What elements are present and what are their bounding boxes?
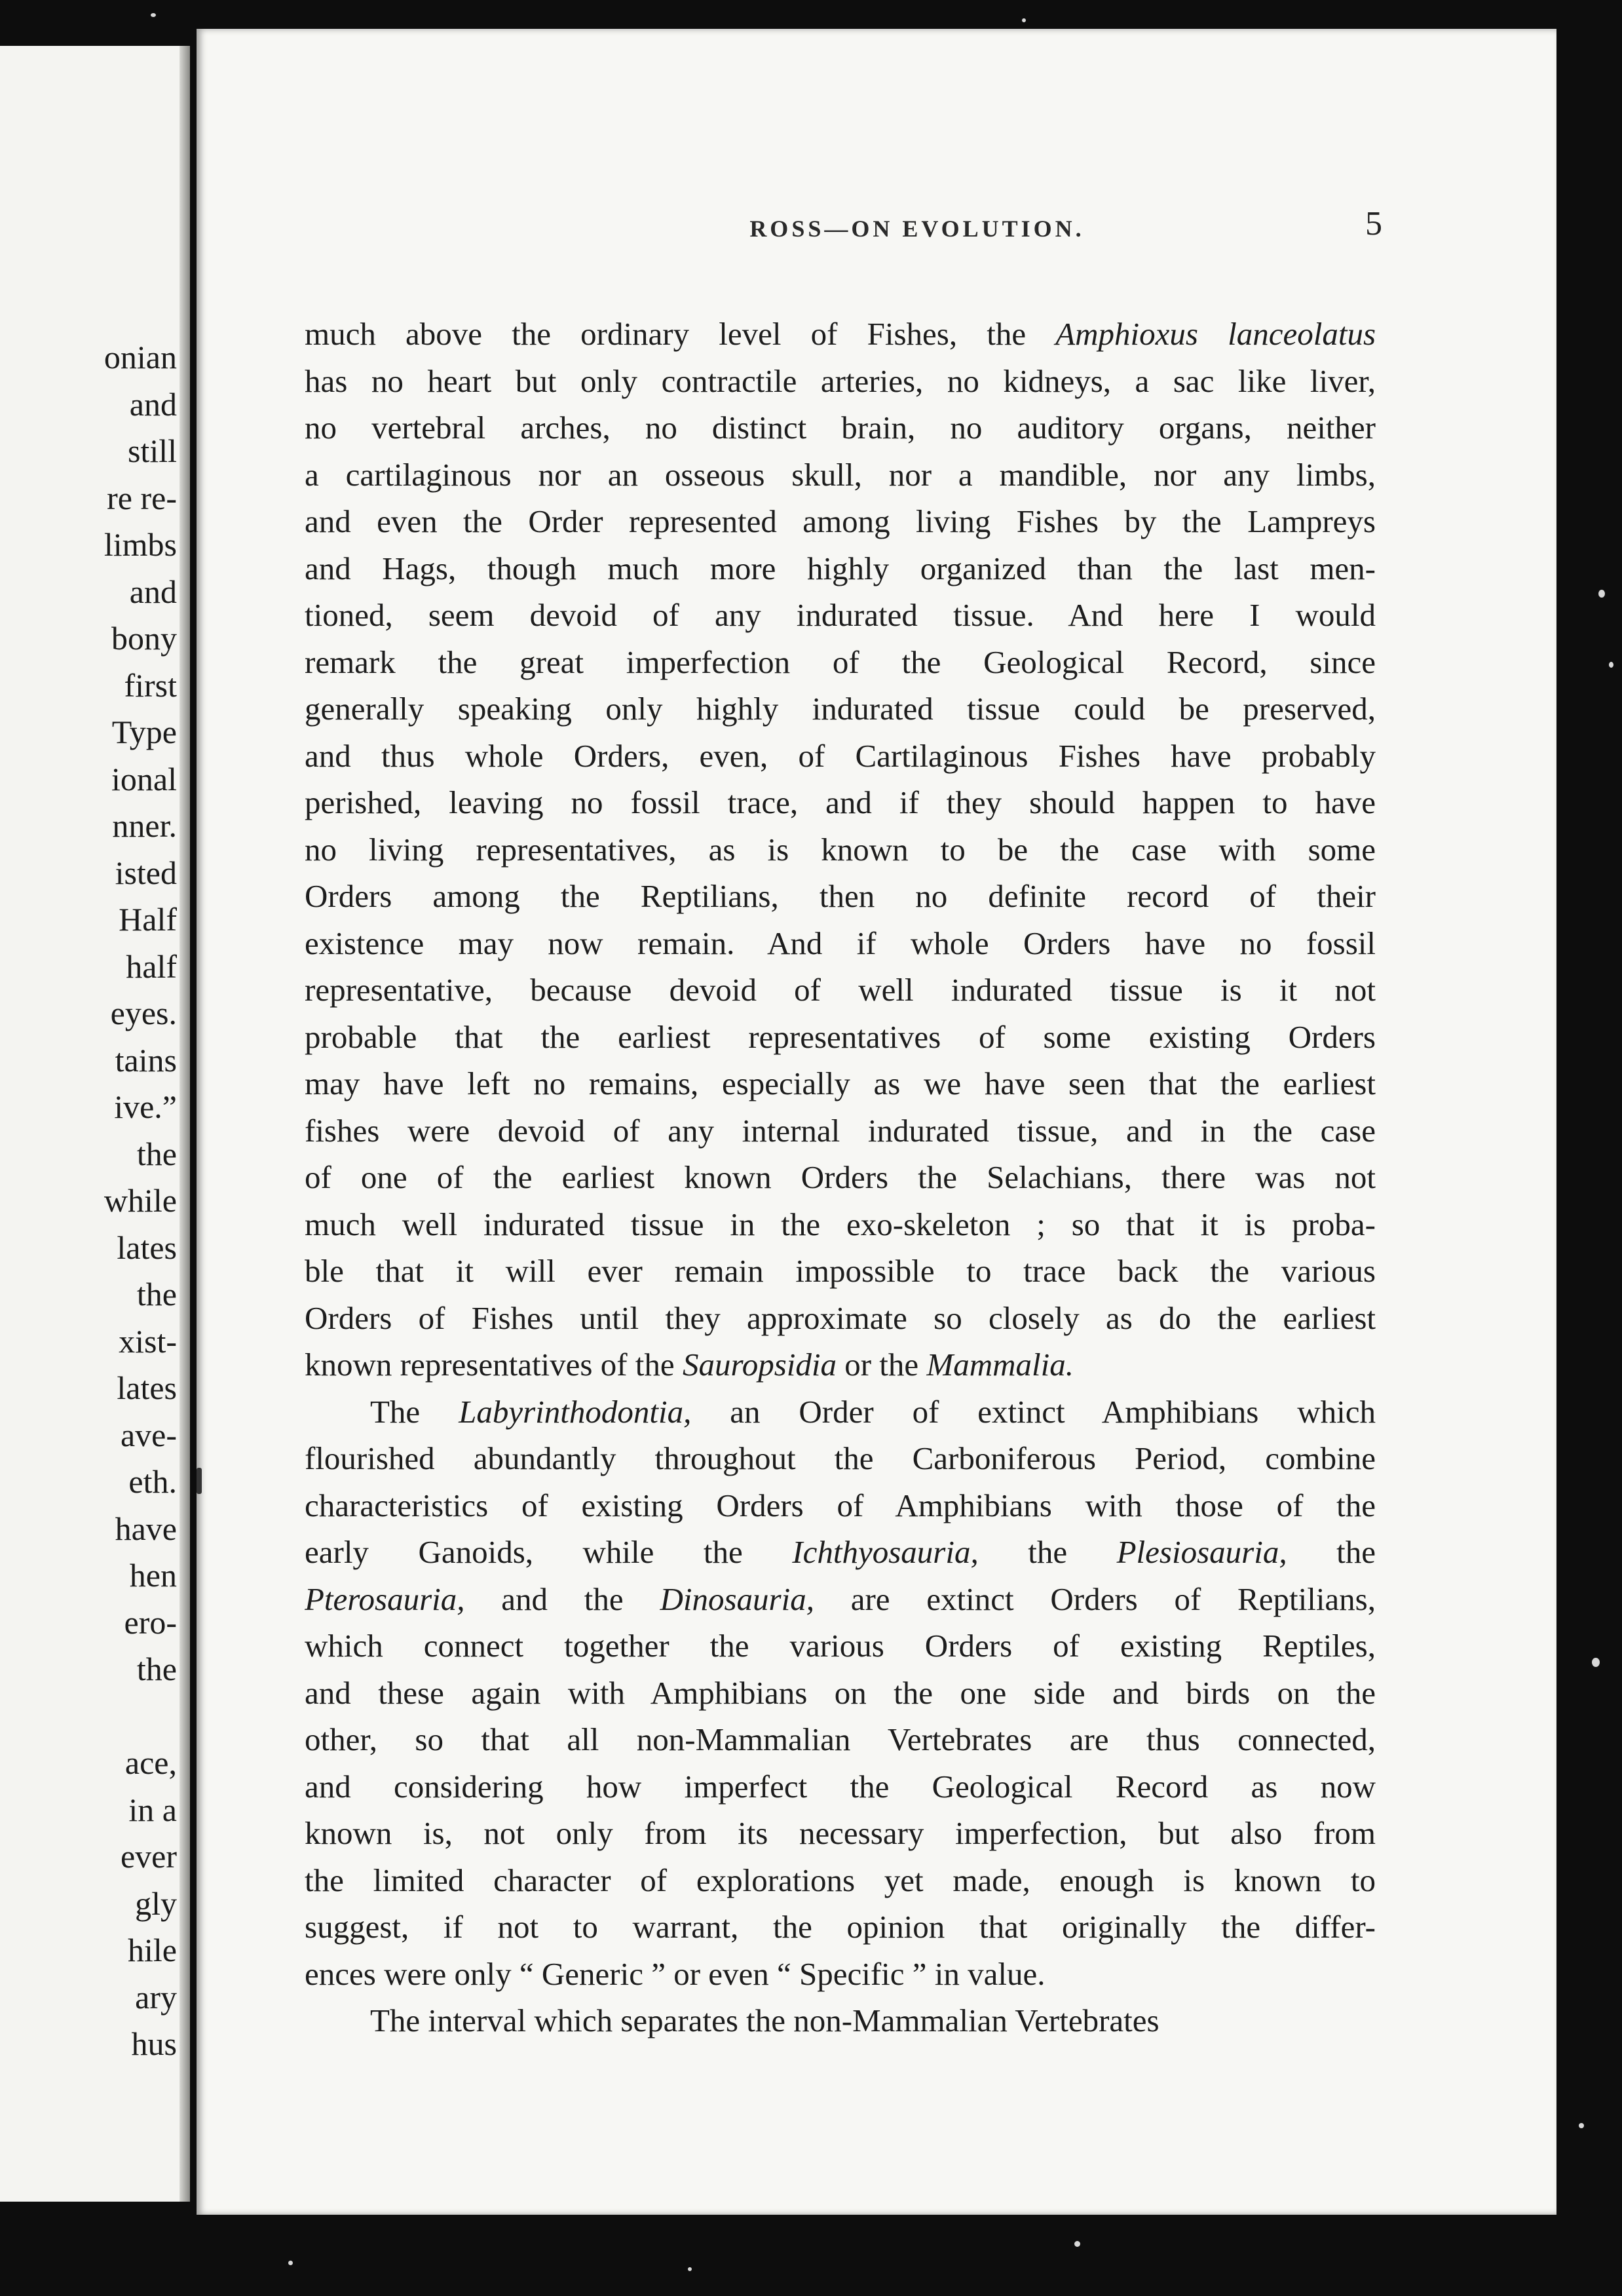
text-line — [305, 826, 1376, 873]
text-run: has no heart but only contractile arteries, no kidneys, a sac like liver, — [305, 362, 1376, 399]
right-page — [197, 29, 1556, 2215]
left-page-line: ace, — [124, 1744, 177, 1781]
text-run: no living representatives, as is known to be the case with some — [305, 831, 1376, 868]
left-page-line: and — [129, 385, 177, 423]
text-run: perished, leaving no fossil trace, and if they should happen to have — [305, 784, 1376, 820]
text-run: probable that the earliest representatives of some existing Orders — [305, 1018, 1376, 1055]
text-line — [305, 1435, 1376, 1482]
text-run: suggest, if not to warrant, the opinion that originally the differ- — [305, 1909, 1376, 1945]
text-line — [305, 1670, 1376, 1717]
text-line — [305, 1295, 1376, 1342]
text-line — [305, 966, 1376, 1014]
left-page-line: hus — [131, 2025, 177, 2062]
text-run: the — [978, 1534, 1117, 1570]
running-head: ROSS—ON EVOLUTION. — [749, 216, 1085, 242]
left-page-line: in a — [128, 1791, 177, 1828]
text-line — [305, 592, 1376, 639]
book-gutter — [179, 46, 190, 2202]
text-run: and even the Order represented among living Fishes by the Lampreys — [305, 503, 1376, 539]
text-run: Orders among the Reptilians, then no definite record of their — [305, 878, 1376, 914]
text-line — [305, 733, 1376, 780]
text-line — [305, 451, 1376, 499]
left-page-line: onian — [104, 339, 177, 375]
text-line — [305, 1201, 1376, 1248]
text-line — [305, 1716, 1376, 1763]
text-run: The interval which separates the non-Mammalian Vertebrates — [370, 2002, 1160, 2038]
scan-speck — [1579, 2123, 1584, 2128]
text-line — [305, 1622, 1376, 1670]
left-page-line: lates — [117, 1229, 177, 1266]
text-line — [305, 1997, 1376, 2044]
scan-speck — [1609, 662, 1613, 668]
italic-term: Labyrinthodontia, — [459, 1393, 692, 1430]
left-page-line: the — [136, 1135, 177, 1172]
text-run: ences were only “ Generic ” or even “ Specific ” in value. — [305, 1955, 1046, 1992]
italic-term: Plesiosauria, — [1116, 1534, 1287, 1570]
text-run: flourished abundantly throughout the Carboniferous Period, combine — [305, 1440, 1376, 1476]
text-run: the — [1287, 1534, 1376, 1570]
text-line — [305, 1810, 1376, 1857]
text-line — [305, 1951, 1376, 1998]
text-run: no vertebral arches, no distinct brain, no auditory organs, neither — [305, 410, 1376, 446]
text-run: characteristics of existing Orders of Amphibians with those of the — [305, 1487, 1376, 1523]
text-run: other, so that all non-Mammalian Vertebrates are thus connected, — [305, 1721, 1376, 1757]
text-run: generally speaking only highly indurated tissue could be preserved, — [305, 691, 1376, 727]
text-line — [305, 639, 1376, 686]
left-page-text-fragments — [0, 334, 177, 2068]
scan-speck — [151, 13, 156, 17]
italic-term: Sauropsidia — [682, 1347, 837, 1383]
body-text — [305, 311, 1376, 2044]
text-line — [305, 920, 1376, 967]
text-line — [305, 685, 1376, 733]
left-facing-page — [0, 46, 190, 2202]
left-page-line: Half — [119, 901, 177, 938]
left-page-line: re re- — [107, 479, 177, 516]
left-page-line: xist- — [119, 1322, 177, 1360]
left-page-line: hile — [128, 1932, 177, 1968]
left-page-line: ary — [135, 1978, 177, 2016]
text-line — [305, 1154, 1376, 1201]
text-run: and Hags, though much more highly organized than the last men- — [305, 550, 1376, 586]
text-run: tioned, seem devoid of any indurated tissue. And here I would — [305, 597, 1376, 633]
text-line — [305, 1576, 1376, 1623]
text-line — [305, 1248, 1376, 1295]
left-page-line: ero- — [124, 1603, 177, 1641]
text-line — [305, 404, 1376, 451]
text-run: much above the ordinary level of Fishes, the — [305, 316, 1056, 352]
text-run: Orders of Fishes until they approximate so closely as do the earliest — [305, 1299, 1376, 1336]
italic-term: Pterosauria, — [305, 1580, 465, 1617]
text-line — [305, 1388, 1376, 1436]
text-run: much well indurated tissue in the exo-skeleton ; so that it is proba- — [305, 1206, 1376, 1242]
text-run: known representatives of the — [305, 1347, 683, 1383]
text-run: of one of the earliest known Orders the Selachians, there was not — [305, 1159, 1376, 1195]
text-run: are extinct Orders of Reptilians, — [814, 1580, 1376, 1617]
left-page-line: first — [124, 666, 177, 704]
text-run: ble that it will ever remain impossible to trace back the various — [305, 1253, 1376, 1289]
left-page-line: isted — [115, 854, 177, 891]
text-run: an Order of extinct Amphibians which — [691, 1393, 1376, 1430]
left-page-line: ave- — [120, 1416, 177, 1453]
text-line — [305, 779, 1376, 826]
scan-speck — [1598, 590, 1605, 598]
left-page-line: ive.” — [114, 1088, 177, 1125]
scan-speck — [288, 2261, 293, 2265]
left-page-line: bony — [111, 620, 177, 657]
left-page-line: still — [127, 432, 177, 469]
text-line — [305, 1857, 1376, 1904]
scan-speck — [1022, 18, 1026, 22]
left-page-line: lates — [117, 1369, 177, 1406]
left-page-line: eyes. — [110, 995, 177, 1031]
text-run: and these again with Amphibians on the one side and birds on the — [305, 1674, 1376, 1711]
left-page-line: gly — [135, 1885, 177, 1922]
left-page-line: Type — [111, 714, 177, 750]
left-page-line: ever — [120, 1838, 177, 1875]
italic-term: Dinosauria, — [660, 1580, 814, 1617]
text-run: existence may now remain. And if whole Orders have no fossil — [305, 925, 1376, 961]
text-line — [305, 1014, 1376, 1061]
text-run: which connect together the various Orders of existing Reptiles, — [305, 1628, 1376, 1664]
text-line — [305, 1060, 1376, 1107]
text-line — [305, 1341, 1376, 1388]
left-page-line: hen — [129, 1557, 177, 1594]
page-number: 5 — [1365, 205, 1382, 242]
left-page-line: have — [115, 1510, 177, 1547]
text-line — [305, 1482, 1376, 1529]
text-run: the limited character of explorations yet made, enough is known to — [305, 1862, 1376, 1898]
text-run: fishes were devoid of any internal indurated tissue, and in the case — [305, 1112, 1376, 1149]
italic-term: Ichthyosauria, — [792, 1534, 979, 1570]
text-run: or the — [836, 1347, 927, 1383]
text-run: known is, not only from its necessary imperfection, but also from — [305, 1815, 1376, 1851]
text-line — [305, 873, 1376, 920]
text-line — [305, 1763, 1376, 1810]
left-page-line: limbs — [104, 526, 177, 563]
text-line — [305, 498, 1376, 545]
scan-speck — [1074, 2241, 1080, 2247]
text-line — [305, 1904, 1376, 1951]
left-page-line: tains — [115, 1041, 177, 1079]
text-line — [305, 1107, 1376, 1155]
text-line — [305, 358, 1376, 405]
text-run: a cartilaginous nor an osseous skull, nor a mandible, nor any limbs, — [305, 456, 1376, 493]
italic-term: Amphioxus lanceolatus — [1055, 316, 1376, 352]
text-run: and the — [464, 1580, 660, 1617]
text-run: representative, because devoid of well indurated tissue is it not — [305, 972, 1376, 1008]
text-line — [305, 311, 1376, 358]
scan-speck — [688, 2267, 692, 2271]
text-run: remark the great imperfection of the Geological Record, since — [305, 643, 1376, 680]
text-run: may have left no remains, especially as we have seen that the earliest — [305, 1065, 1376, 1101]
text-run: and considering how imperfect the Geological Record as now — [305, 1768, 1376, 1805]
scan-speck — [1592, 1658, 1600, 1667]
italic-term: Mammalia. — [926, 1347, 1074, 1383]
text-line — [305, 1529, 1376, 1576]
left-page-line: nner. — [112, 807, 177, 844]
text-run: The — [370, 1393, 459, 1430]
left-page-line: half — [126, 947, 177, 985]
text-line — [305, 545, 1376, 592]
left-page-line: ional — [111, 760, 177, 797]
left-page-line: the — [136, 1276, 177, 1312]
left-page-line: and — [129, 573, 177, 610]
left-page-line: while — [104, 1182, 177, 1219]
text-run: early Ganoids, while the — [305, 1534, 793, 1570]
text-run: and thus whole Orders, even, of Cartilaginous Fishes have probably — [305, 737, 1376, 774]
left-page-line: eth. — [128, 1463, 177, 1500]
scan-mark — [197, 1468, 202, 1494]
left-page-line: the — [136, 1651, 177, 1687]
